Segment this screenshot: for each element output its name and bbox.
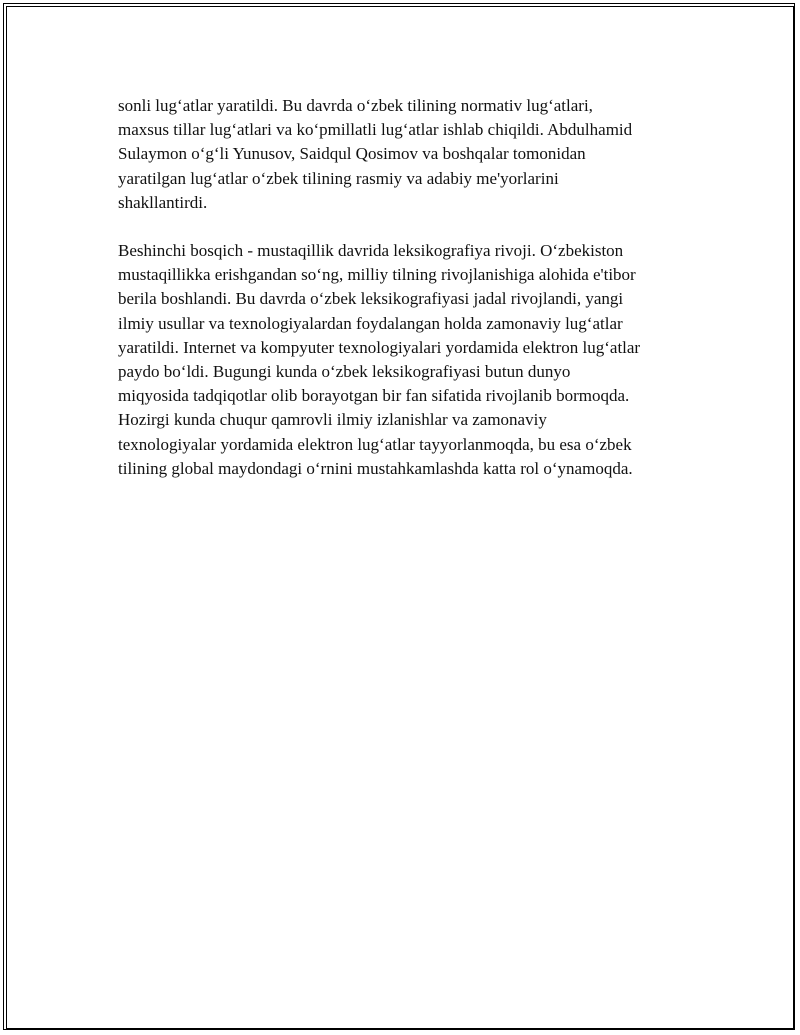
paragraph-line: Sulaymon o‘g‘li Yunusov, Saidqul Qosimov va boshqalar tomonidan [118,144,586,164]
paragraph-line: miqyosida tadqiqotlar olib borayotgan bir fan sifatida rivojlanib bormoqda. [118,386,630,406]
paragraph-line: yaratilgan lug‘atlar o‘zbek tilining rasmiy va adabiy me'yorlarini [118,168,559,188]
document-body [118,94,708,481]
paragraph-1 [118,94,708,215]
paragraph-line: maxsus tillar lug‘atlari va ko‘pmillatli lug‘atlar ishlab chiqildi. Abdulhamid [118,120,633,140]
paragraph-line: sonli lug‘atlar yaratildi. Bu davrda o‘zbek tilining normativ lug‘atlari, [118,96,593,115]
paragraph-line: Hozirgi kunda chuqur qamrovli ilmiy izlanishlar va zamonaviy [118,410,547,430]
paragraph-line: tilining global maydondagi o‘rnini mustahkamlashda katta rol o‘ynamoqda. [118,458,633,478]
paragraph-2 [118,239,708,481]
paragraph-line: paydo bo‘ldi. Bugungi kunda o‘zbek leksikografiyasi butun dunyo [118,362,571,382]
paragraph-line: shakllantirdi. [118,192,208,212]
paragraph-line: texnologiyalar yordamida elektron lug‘atlar tayyorlanmoqda, bu esa o‘zbek [118,434,632,454]
paragraph-line: berila boshlandi. Bu davrda o‘zbek leksikografiyasi jadal rivojlandi, yangi [118,289,624,309]
paragraph-line: yaratildi. Internet va kompyuter texnologiyalari yordamida elektron lug‘atlar [118,337,641,357]
paragraph-line: ilmiy usullar va texnologiyalardan foydalangan holda zamonaviy lug‘atlar [118,313,623,333]
paragraph-line: Beshinchi bosqich - mustaqillik davrida leksikografiya rivoji. O‘zbekiston [118,241,624,261]
paragraph-line: mustaqillikka erishgandan so‘ng, milliy tilning rivojlanishiga alohida e'tibor [118,265,636,285]
